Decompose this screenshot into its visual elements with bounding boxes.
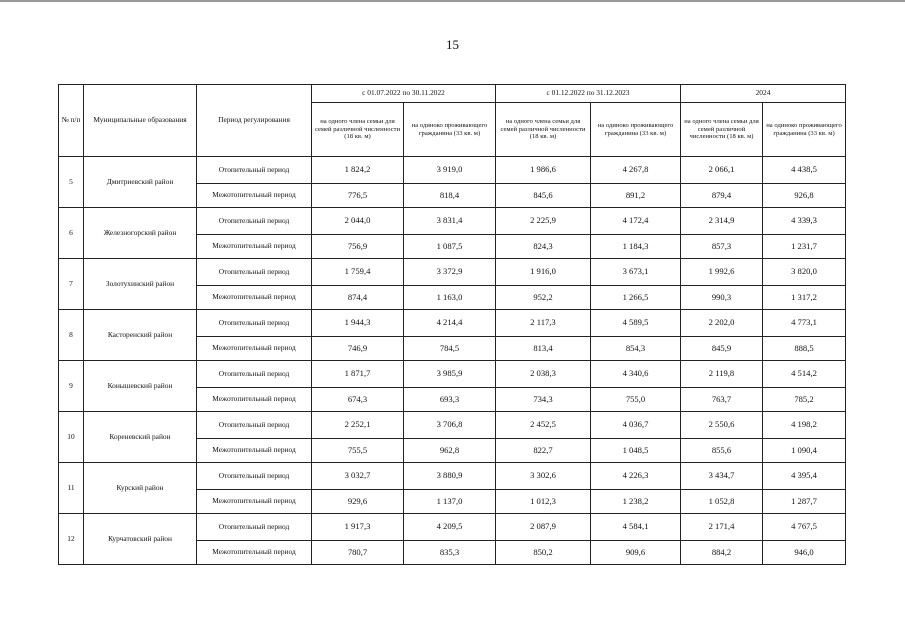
tariff-value: 3 302,6 bbox=[496, 463, 591, 490]
tariff-value: 1 916,0 bbox=[496, 259, 591, 286]
tariff-value: 4 226,3 bbox=[591, 463, 681, 490]
tariff-value: 909,6 bbox=[591, 541, 681, 565]
table-row bbox=[59, 361, 846, 388]
tariff-value: 854,3 bbox=[591, 337, 681, 361]
period-label: Отопительный период bbox=[197, 463, 312, 490]
table-row bbox=[59, 259, 846, 286]
header-family: на одного члена семьи для семей различной численности (18 кв. м) bbox=[681, 103, 763, 157]
tariff-value: 1 266,5 bbox=[591, 286, 681, 310]
tariff-value: 1 992,6 bbox=[681, 259, 763, 286]
header-family: на одного члена семьи для семей различной численности (18 кв. м) bbox=[496, 103, 591, 157]
table-row bbox=[59, 157, 846, 184]
tariff-value: 4 767,5 bbox=[763, 514, 846, 541]
tariff-value: 2 119,8 bbox=[681, 361, 763, 388]
table-row bbox=[59, 463, 846, 490]
tariff-value: 1 759,4 bbox=[312, 259, 404, 286]
tariff-value: 4 209,5 bbox=[404, 514, 496, 541]
tariff-value: 1 238,2 bbox=[591, 490, 681, 514]
tariff-value: 755,5 bbox=[312, 439, 404, 463]
tariff-value: 891,2 bbox=[591, 184, 681, 208]
table-row bbox=[59, 310, 846, 337]
tariff-value: 3 434,7 bbox=[681, 463, 763, 490]
tariff-value: 2 252,1 bbox=[312, 412, 404, 439]
tariff-value: 888,5 bbox=[763, 337, 846, 361]
period-label: Межотопительный период bbox=[197, 490, 312, 514]
table-row bbox=[59, 208, 846, 235]
tariff-value: 818,4 bbox=[404, 184, 496, 208]
tariff-value: 4 773,1 bbox=[763, 310, 846, 337]
municipality-name: Кореневский район bbox=[84, 412, 197, 463]
period-label: Отопительный период bbox=[197, 361, 312, 388]
table-row bbox=[59, 514, 846, 541]
municipality-name: Касторенский район bbox=[84, 310, 197, 361]
tariff-value: 3 706,8 bbox=[404, 412, 496, 439]
tariff-value: 857,3 bbox=[681, 235, 763, 259]
municipality-name: Курчатовский район bbox=[84, 514, 197, 565]
tariff-value: 780,7 bbox=[312, 541, 404, 565]
header-period-2022: с 01.07.2022 по 30.11.2022 bbox=[312, 85, 496, 103]
period-label: Отопительный период bbox=[197, 514, 312, 541]
tariff-value: 3 820,0 bbox=[763, 259, 846, 286]
tariff-value: 1 231,7 bbox=[763, 235, 846, 259]
tariff-value: 1 317,2 bbox=[763, 286, 846, 310]
tariff-value: 813,4 bbox=[496, 337, 591, 361]
tariff-value: 693,3 bbox=[404, 388, 496, 412]
tariff-value: 1 184,3 bbox=[591, 235, 681, 259]
municipality-name: Железногорский район bbox=[84, 208, 197, 259]
header-single: на одиноко проживающего гражданина (33 кв. м) bbox=[591, 103, 681, 157]
row-number: 12 bbox=[59, 514, 84, 565]
tariff-value: 4 172,4 bbox=[591, 208, 681, 235]
header-period: Период регулирования bbox=[197, 85, 312, 157]
tariff-value: 845,9 bbox=[681, 337, 763, 361]
table-row bbox=[59, 412, 846, 439]
period-label: Межотопительный период bbox=[197, 541, 312, 565]
municipality-name: Дмитриевский район bbox=[84, 157, 197, 208]
period-label: Межотопительный период bbox=[197, 388, 312, 412]
header-family: на одного члена семьи для семей различной численности (18 кв. м) bbox=[312, 103, 404, 157]
tariff-value: 2 087,9 bbox=[496, 514, 591, 541]
period-label: Отопительный период bbox=[197, 259, 312, 286]
tariff-value: 763,7 bbox=[681, 388, 763, 412]
tariff-value: 2 314,9 bbox=[681, 208, 763, 235]
tariff-value: 3 880,9 bbox=[404, 463, 496, 490]
tariff-value: 1 048,5 bbox=[591, 439, 681, 463]
tariff-value: 4 589,5 bbox=[591, 310, 681, 337]
tariff-value: 2 044,0 bbox=[312, 208, 404, 235]
tariff-value: 929,6 bbox=[312, 490, 404, 514]
row-number: 5 bbox=[59, 157, 84, 208]
tariff-value: 784,5 bbox=[404, 337, 496, 361]
period-label: Межотопительный период bbox=[197, 184, 312, 208]
period-label: Межотопительный период bbox=[197, 439, 312, 463]
tariff-value: 1 012,3 bbox=[496, 490, 591, 514]
tariff-value: 4 036,7 bbox=[591, 412, 681, 439]
tariff-value: 822,7 bbox=[496, 439, 591, 463]
row-number: 6 bbox=[59, 208, 84, 259]
tariff-value: 4 340,6 bbox=[591, 361, 681, 388]
tariff-value: 1 824,2 bbox=[312, 157, 404, 184]
tariff-value: 785,2 bbox=[763, 388, 846, 412]
tariff-value: 962,8 bbox=[404, 439, 496, 463]
header-number: № п/п bbox=[59, 85, 84, 157]
period-label: Межотопительный период bbox=[197, 286, 312, 310]
tariff-value: 4 438,5 bbox=[763, 157, 846, 184]
page-number: 15 bbox=[446, 37, 459, 52]
tariff-value: 2 225,9 bbox=[496, 208, 591, 235]
tariff-value: 4 339,3 bbox=[763, 208, 846, 235]
tariff-value: 1 871,7 bbox=[312, 361, 404, 388]
tariff-value: 2 202,0 bbox=[681, 310, 763, 337]
tariff-value: 990,3 bbox=[681, 286, 763, 310]
row-number: 7 bbox=[59, 259, 84, 310]
header-single: на одиноко проживающего гражданина (33 кв. м) bbox=[404, 103, 496, 157]
tariff-value: 1 163,0 bbox=[404, 286, 496, 310]
tariff-value: 756,9 bbox=[312, 235, 404, 259]
tariff-value: 674,3 bbox=[312, 388, 404, 412]
municipality-name: Курский район bbox=[84, 463, 197, 514]
tariff-table bbox=[58, 84, 846, 565]
tariff-value: 946,0 bbox=[763, 541, 846, 565]
tariff-value: 2 038,3 bbox=[496, 361, 591, 388]
tariff-value: 850,2 bbox=[496, 541, 591, 565]
tariff-value: 2 550,6 bbox=[681, 412, 763, 439]
tariff-value: 746,9 bbox=[312, 337, 404, 361]
tariff-value: 855,6 bbox=[681, 439, 763, 463]
tariff-value: 755,0 bbox=[591, 388, 681, 412]
row-number: 11 bbox=[59, 463, 84, 514]
municipality-name: Конышевский район bbox=[84, 361, 197, 412]
period-label: Отопительный период bbox=[197, 412, 312, 439]
row-number: 10 bbox=[59, 412, 84, 463]
page-top-edge bbox=[0, 0, 905, 2]
period-label: Отопительный период bbox=[197, 208, 312, 235]
tariff-value: 4 584,1 bbox=[591, 514, 681, 541]
tariff-value: 845,6 bbox=[496, 184, 591, 208]
tariff-value: 874,4 bbox=[312, 286, 404, 310]
tariff-value: 3 919,0 bbox=[404, 157, 496, 184]
header-single: на одиноко проживающего гражданина (33 кв. м) bbox=[763, 103, 846, 157]
tariff-value: 884,2 bbox=[681, 541, 763, 565]
row-number: 8 bbox=[59, 310, 84, 361]
tariff-value: 1 052,8 bbox=[681, 490, 763, 514]
tariff-value: 2 452,5 bbox=[496, 412, 591, 439]
period-label: Межотопительный период bbox=[197, 337, 312, 361]
tariff-value: 1 287,7 bbox=[763, 490, 846, 514]
period-label: Отопительный период bbox=[197, 310, 312, 337]
header-period-2024: 2024 bbox=[681, 85, 846, 103]
period-label: Отопительный период bbox=[197, 157, 312, 184]
tariff-value: 3 673,1 bbox=[591, 259, 681, 286]
period-label: Межотопительный период bbox=[197, 235, 312, 259]
tariff-value: 3 032,7 bbox=[312, 463, 404, 490]
tariff-value: 1 944,3 bbox=[312, 310, 404, 337]
tariff-value: 879,4 bbox=[681, 184, 763, 208]
tariff-value: 4 214,4 bbox=[404, 310, 496, 337]
tariff-value: 952,2 bbox=[496, 286, 591, 310]
header-period-2023: с 01.12.2022 по 31.12.2023 bbox=[496, 85, 681, 103]
table-header bbox=[59, 85, 846, 157]
tariff-value: 824,3 bbox=[496, 235, 591, 259]
tariff-value: 1 087,5 bbox=[404, 235, 496, 259]
tariff-value: 1 090,4 bbox=[763, 439, 846, 463]
tariff-value: 2 066,1 bbox=[681, 157, 763, 184]
tariff-value: 2 117,3 bbox=[496, 310, 591, 337]
tariff-value: 4 198,2 bbox=[763, 412, 846, 439]
tariff-value: 3 372,9 bbox=[404, 259, 496, 286]
tariff-value: 2 171,4 bbox=[681, 514, 763, 541]
tariff-value: 1 986,6 bbox=[496, 157, 591, 184]
table-body bbox=[59, 157, 846, 565]
tariff-value: 4 395,4 bbox=[763, 463, 846, 490]
tariff-value: 3 985,9 bbox=[404, 361, 496, 388]
row-number: 9 bbox=[59, 361, 84, 412]
municipality-name: Золотухинский район bbox=[84, 259, 197, 310]
tariff-value: 734,3 bbox=[496, 388, 591, 412]
tariff-value: 776,5 bbox=[312, 184, 404, 208]
tariff-value: 4 267,8 bbox=[591, 157, 681, 184]
tariff-value: 3 831,4 bbox=[404, 208, 496, 235]
header-municipality: Муниципальные образования bbox=[84, 85, 197, 157]
tariff-value: 835,3 bbox=[404, 541, 496, 565]
tariff-value: 926,8 bbox=[763, 184, 846, 208]
tariff-value: 4 514,2 bbox=[763, 361, 846, 388]
tariff-value: 1 917,3 bbox=[312, 514, 404, 541]
tariff-value: 1 137,0 bbox=[404, 490, 496, 514]
